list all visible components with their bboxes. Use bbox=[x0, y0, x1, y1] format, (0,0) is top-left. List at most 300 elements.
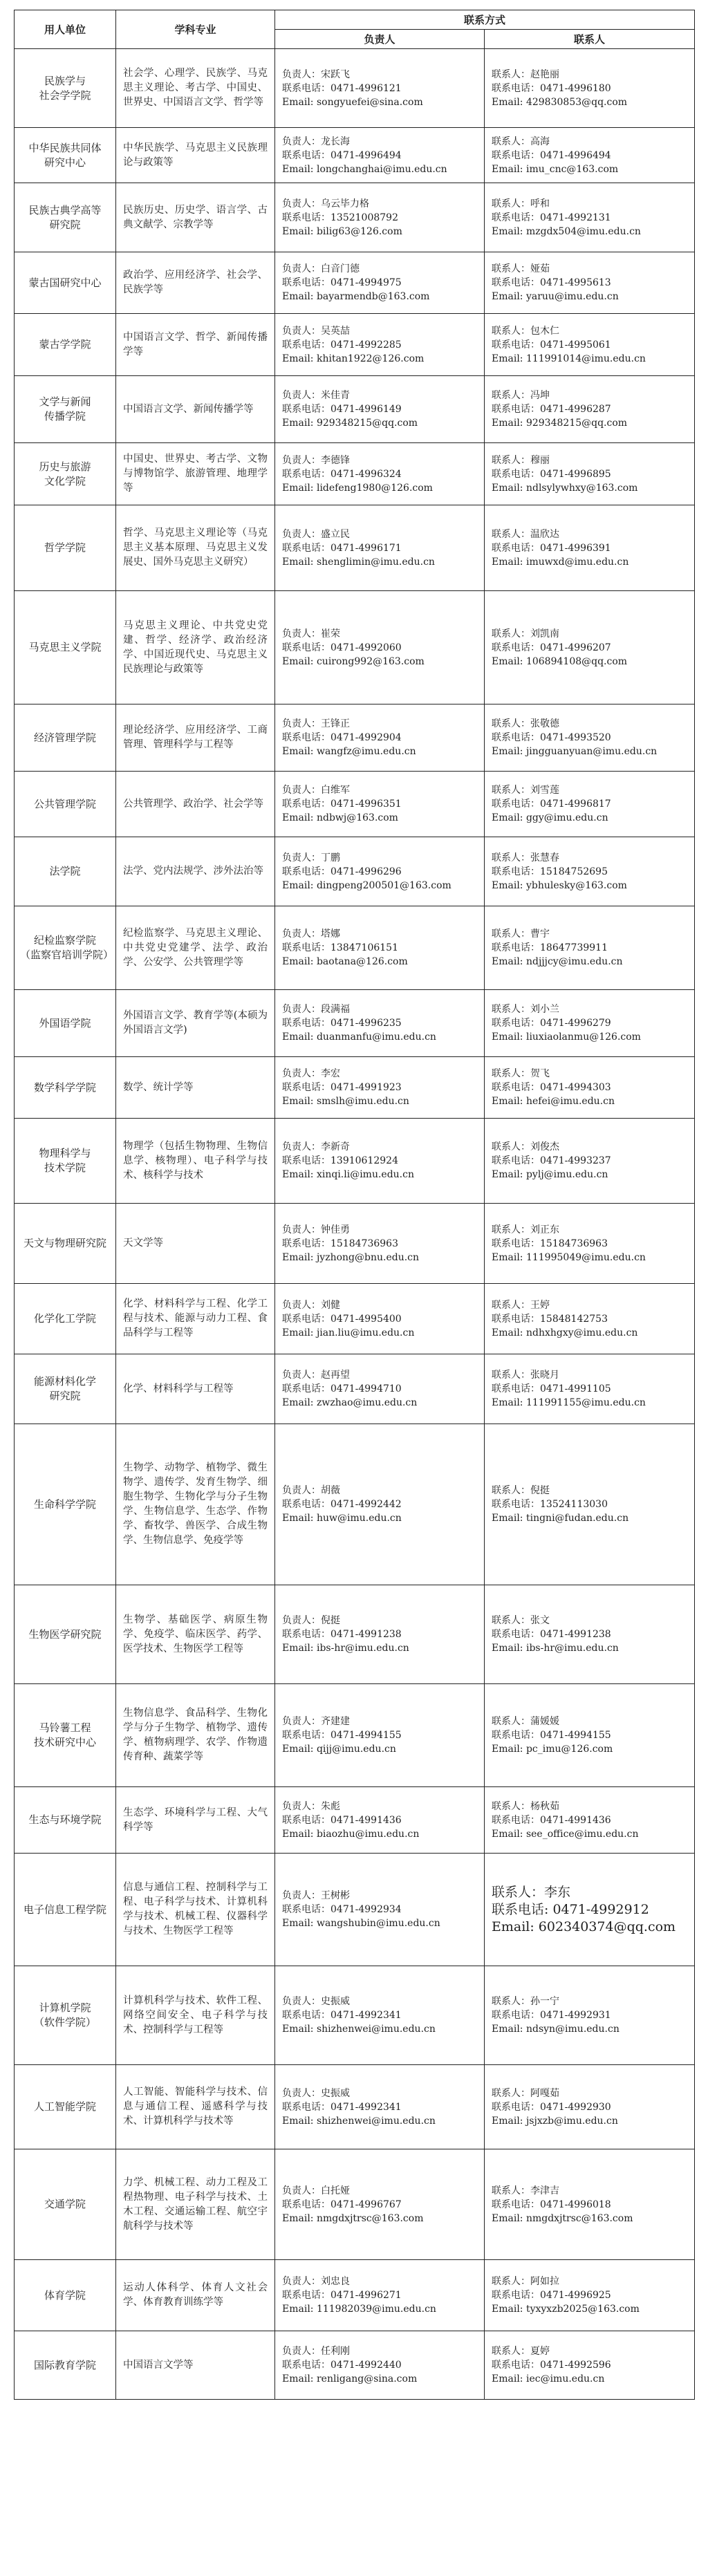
unit-cell bbox=[15, 1284, 116, 1354]
unit-name-line: 外国语学院 bbox=[39, 1016, 91, 1029]
liaison-email-address: Email: 111991014@imu.edu.cn bbox=[492, 353, 646, 364]
liaison-email-address: Email: ndhxhgxy@imu.edu.cn bbox=[492, 1327, 638, 1338]
liaison-phone-number: 联系电话：0471-4992930 bbox=[492, 2101, 611, 2113]
head-email-address: Email: khitan1922@126.com bbox=[282, 353, 425, 364]
head-person-name: 负责人：朱彪 bbox=[282, 1800, 340, 1812]
unit-cell bbox=[15, 2065, 116, 2149]
liaison-phone-number: 联系电话：0471-4996018 bbox=[492, 2199, 611, 2210]
unit-name-line: 生物医学研究院 bbox=[28, 1627, 102, 1641]
liaison-phone-number: 联系电话：0471-4996817 bbox=[492, 799, 611, 810]
table-row bbox=[15, 2260, 695, 2331]
head-person-name: 负责人：史振威 bbox=[282, 2087, 350, 2099]
head-contact-cell bbox=[275, 1204, 485, 1284]
head-email-address: Email: shizhenwei@imu.edu.cn bbox=[282, 2115, 436, 2127]
subject-cell: 法学、党内法规学、涉外法治等 bbox=[116, 837, 275, 906]
unit-name-line: 数学科学学院 bbox=[33, 1081, 96, 1094]
head-contact-cell bbox=[275, 1119, 485, 1204]
liaison-phone-number: 联系电话：0471-4996180 bbox=[492, 82, 611, 94]
unit-cell bbox=[15, 1684, 116, 1787]
head-person-name: 负责人：倪挺 bbox=[282, 1615, 340, 1626]
liaison-person-name: 联系人：张文 bbox=[492, 1615, 550, 1626]
head-person-name: 负责人：白维军 bbox=[282, 785, 350, 796]
liaison-person-name: 联系人：贺飞 bbox=[492, 1068, 550, 1079]
head-phone-number: 联系电话：0471-4994710 bbox=[282, 1383, 402, 1394]
liaison-contact-cell bbox=[485, 314, 695, 376]
head-email-address: Email: xinqi.li@imu.edu.cn bbox=[282, 1169, 414, 1180]
head-phone-number: 联系电话：0471-4992060 bbox=[282, 642, 402, 653]
unit-name-line: 人工智能学院 bbox=[33, 2100, 96, 2113]
unit-cell bbox=[15, 314, 116, 376]
table-row bbox=[15, 128, 695, 183]
liaison-phone-number: 联系电话：0471-4994303 bbox=[492, 1082, 611, 1093]
table-row bbox=[15, 314, 695, 376]
head-contact-cell bbox=[275, 505, 485, 591]
subject-cell: 生物信息学、食品科学、生物化学与分子生物学、植物学、遗传学、植物病理学、农学、作物遗传育种、蔬菜学等 bbox=[116, 1684, 275, 1787]
head-phone-number: 联系电话：0471-4991238 bbox=[282, 1629, 402, 1640]
head-person-name: 负责人：吴英喆 bbox=[282, 325, 350, 337]
liaison-phone-number: 联系电话：15848142753 bbox=[492, 1313, 608, 1325]
subject-cell: 外国语言文学、教育学等(本硕为外国语言文学) bbox=[116, 990, 275, 1057]
head-phone-number: 联系电话：13910612924 bbox=[282, 1155, 398, 1166]
liaison-phone-number: 联系电话：18647739911 bbox=[492, 942, 608, 953]
liaison-contact-cell bbox=[485, 990, 695, 1057]
unit-cell bbox=[15, 591, 116, 704]
unit-name-line: （监察官培训学院） bbox=[20, 949, 114, 961]
liaison-contact-cell bbox=[485, 1424, 695, 1585]
liaison-contact-cell bbox=[485, 1204, 695, 1284]
liaison-person-name: 联系人：刘凯南 bbox=[492, 628, 559, 640]
head-email-address: Email: nmgdxjtrsc@163.com bbox=[282, 2212, 424, 2224]
liaison-person-name: 联系人：张慧春 bbox=[492, 852, 559, 864]
unit-cell bbox=[15, 443, 116, 505]
liaison-person-name: 联系人：李东 bbox=[492, 1884, 571, 1900]
liaison-person-name: 联系人：阿嘎茹 bbox=[492, 2087, 559, 2099]
liaison-email-address: Email: tingni@fudan.edu.cn bbox=[492, 1513, 629, 1524]
unit-cell bbox=[15, 49, 116, 128]
liaison-contact-cell bbox=[485, 183, 695, 252]
head-contact-cell bbox=[275, 990, 485, 1057]
unit-cell bbox=[15, 2260, 116, 2331]
liaison-phone-number: 联系电话：0471-4996391 bbox=[492, 542, 611, 554]
table-row bbox=[15, 1854, 695, 1966]
unit-name-line: 生态与环境学院 bbox=[28, 1813, 102, 1826]
unit-cell bbox=[15, 1119, 116, 1204]
liaison-email-address: Email: tyxyxzb2025@163.com bbox=[492, 2304, 640, 2315]
liaison-email-address: Email: see_office@imu.edu.cn bbox=[492, 1828, 639, 1840]
unit-cell bbox=[15, 704, 116, 772]
head-email-address: Email: biaozhu@imu.edu.cn bbox=[282, 1828, 420, 1840]
table-row bbox=[15, 1057, 695, 1119]
unit-name-line: 文学与新闻 bbox=[39, 395, 91, 408]
table-row bbox=[15, 1284, 695, 1354]
liaison-phone-number: 联系电话：0471-4996895 bbox=[492, 468, 611, 480]
head-contact-cell bbox=[275, 1854, 485, 1966]
head-person-name: 负责人：米佳青 bbox=[282, 390, 350, 401]
head-person-name: 负责人：刘健 bbox=[282, 1299, 340, 1311]
subject-cell: 马克思主义理论、中共党史党建、哲学、经济学、政治经济学、中国近现代史、马克思主义民族理论与政策等 bbox=[116, 591, 275, 704]
subject-cell: 计算机科学与技术、软件工程、网络空间安全、电子科学与技术、控制科学与工程等 bbox=[116, 1966, 275, 2065]
liaison-phone-number: 联系电话：0471-4996279 bbox=[492, 1018, 611, 1029]
liaison-email-address: Email: iec@imu.edu.cn bbox=[492, 2373, 605, 2384]
liaison-person-name: 联系人：刘正东 bbox=[492, 1224, 559, 1235]
liaison-email-address: Email: imu_cnc@163.com bbox=[492, 163, 619, 175]
head-phone-number: 联系电话：13521008792 bbox=[282, 212, 398, 223]
liaison-contact-cell bbox=[485, 376, 695, 443]
liaison-email-address: Email: jsjxzb@imu.edu.cn bbox=[492, 2115, 618, 2127]
liaison-person-name: 联系人：呼和 bbox=[492, 198, 550, 209]
unit-name-line: 天文与物理研究院 bbox=[23, 1237, 106, 1249]
liaison-person-name: 联系人：李津吉 bbox=[492, 2185, 559, 2196]
unit-cell bbox=[15, 1354, 116, 1424]
head-contact-cell bbox=[275, 1284, 485, 1354]
head-person-name: 负责人：李宏 bbox=[282, 1068, 340, 1079]
head-contact-cell bbox=[275, 128, 485, 183]
table-row bbox=[15, 837, 695, 906]
head-contact-cell bbox=[275, 183, 485, 252]
head-contact-cell bbox=[275, 252, 485, 314]
head-phone-number: 联系电话：0471-4996767 bbox=[282, 2199, 402, 2210]
unit-name-line: 体育学院 bbox=[44, 2288, 86, 2302]
head-contact-cell bbox=[275, 2149, 485, 2260]
liaison-person-name: 联系人：孙一宁 bbox=[492, 1996, 559, 2007]
unit-cell bbox=[15, 252, 116, 314]
head-phone-number: 联系电话：0471-4996324 bbox=[282, 468, 402, 480]
unit-name-line: 民族古典学高等 bbox=[28, 203, 102, 216]
head-phone-number: 联系电话：0471-4996271 bbox=[282, 2290, 402, 2301]
head-phone-number: 联系电话：0471-4995400 bbox=[282, 1313, 402, 1325]
head-person-name: 负责人：李新奇 bbox=[282, 1141, 350, 1152]
unit-cell bbox=[15, 1854, 116, 1966]
liaison-contact-cell bbox=[485, 49, 695, 128]
liaison-phone-number: 联系电话：0471-4993237 bbox=[492, 1155, 611, 1166]
liaison-phone-number: 联系电话：0471-4991238 bbox=[492, 1629, 611, 1640]
unit-name-line: （软件学院） bbox=[33, 2016, 96, 2028]
table-row bbox=[15, 990, 695, 1057]
head-contact-cell bbox=[275, 704, 485, 772]
head-contact-cell bbox=[275, 1966, 485, 2065]
unit-name-line: 蒙古学学院 bbox=[39, 338, 91, 351]
subject-cell: 化学、材料科学与工程等 bbox=[116, 1354, 275, 1424]
head-email-address: Email: wangfz@imu.edu.cn bbox=[282, 746, 416, 757]
liaison-contact-cell bbox=[485, 837, 695, 906]
liaison-contact-cell bbox=[485, 1354, 695, 1424]
liaison-contact-cell bbox=[485, 906, 695, 990]
head-person-name: 负责人：丁鹏 bbox=[282, 852, 340, 864]
liaison-phone-number: 联系电话：0471-4992131 bbox=[492, 212, 611, 223]
head-contact-cell bbox=[275, 906, 485, 990]
liaison-phone-number: 联系电话：0471-4995061 bbox=[492, 339, 611, 351]
table-row bbox=[15, 1119, 695, 1204]
subject-cell: 力学、机械工程、动力工程及工程热物理、电子科学与技术、土木工程、交通运输工程、航空宇航科学与技术等 bbox=[116, 2149, 275, 2260]
head-phone-number: 联系电话：0471-4992440 bbox=[282, 2360, 402, 2371]
liaison-email-address: Email: pylj@imu.edu.cn bbox=[492, 1169, 608, 1180]
subject-cell: 中国史、世界史、考古学、文物与博物馆学、旅游管理、地理学等 bbox=[116, 443, 275, 505]
liaison-person-name: 联系人：娅茹 bbox=[492, 263, 550, 274]
head-email-address: Email: jian.liu@imu.edu.cn bbox=[282, 1327, 415, 1338]
table-row bbox=[15, 49, 695, 128]
subject-cell: 生态学、环境科学与工程、大气科学等 bbox=[116, 1787, 275, 1854]
head-phone-number: 联系电话：0471-4996171 bbox=[282, 542, 402, 554]
head-email-address: Email: renligang@sina.com bbox=[282, 2373, 418, 2384]
liaison-contact-cell bbox=[485, 505, 695, 591]
unit-name-line: 社会学学院 bbox=[39, 88, 91, 102]
liaison-phone-number: 联系电话：0471-4992596 bbox=[492, 2360, 611, 2371]
liaison-person-name: 联系人：冯坤 bbox=[492, 390, 550, 401]
unit-cell bbox=[15, 772, 116, 837]
subject-cell: 生物学、动物学、植物学、微生物学、遗传学、发育生物学、细胞生物学、生物化学与分子生物学、生物信息学、生态学、作物学、畜牧学、兽医学、合成生物学、生物信息学、免疫学等 bbox=[116, 1424, 275, 1585]
unit-name-line: 传播学院 bbox=[44, 410, 86, 422]
unit-name-line: 哲学学院 bbox=[44, 541, 86, 554]
table-row bbox=[15, 704, 695, 772]
subject-cell: 人工智能、智能科学与技术、信息与通信工程、遥感科学与技术、计算机科学与技术等 bbox=[116, 2065, 275, 2149]
unit-cell bbox=[15, 2331, 116, 2400]
table-row bbox=[15, 252, 695, 314]
header-contact: 联系方式 bbox=[275, 10, 695, 30]
contact-table bbox=[14, 10, 695, 2400]
head-contact-cell bbox=[275, 837, 485, 906]
liaison-phone-number: 联系电话：0471-4993520 bbox=[492, 732, 611, 743]
head-person-name: 负责人：刘忠良 bbox=[282, 2276, 350, 2287]
liaison-phone-number: 联系电话：0471-4991105 bbox=[492, 1383, 611, 1394]
subject-cell: 生物学、基础医学、病原生物学、免疫学、临床医学、药学、医学技术、生物医学工程等 bbox=[116, 1585, 275, 1684]
liaison-email-address: Email: jingguanyuan@imu.edu.cn bbox=[492, 746, 658, 757]
subject-cell: 中国语言文学、哲学、新闻传播学等 bbox=[116, 314, 275, 376]
head-contact-cell bbox=[275, 49, 485, 128]
liaison-contact-cell bbox=[485, 2065, 695, 2149]
head-person-name: 负责人：崔荣 bbox=[282, 628, 340, 640]
unit-cell bbox=[15, 1424, 116, 1585]
head-phone-number: 联系电话：15184736963 bbox=[282, 1238, 398, 1249]
head-phone-number: 联系电话：0471-4996351 bbox=[282, 799, 402, 810]
liaison-contact-cell bbox=[485, 1585, 695, 1684]
header-liaison: 联系人 bbox=[485, 30, 695, 49]
liaison-contact-cell bbox=[485, 1284, 695, 1354]
unit-cell bbox=[15, 1585, 116, 1684]
head-email-address: Email: bilig63@126.com bbox=[282, 225, 402, 237]
head-phone-number: 联系电话：0471-4992904 bbox=[282, 732, 402, 743]
table-row bbox=[15, 1684, 695, 1787]
head-email-address: Email: huw@imu.edu.cn bbox=[282, 1513, 402, 1524]
head-person-name: 负责人：宋跃飞 bbox=[282, 68, 350, 80]
liaison-phone-number: 联系电话：15184752695 bbox=[492, 866, 608, 877]
unit-name-line: 文化学院 bbox=[44, 474, 86, 487]
liaison-person-name: 联系人：高海 bbox=[492, 136, 550, 147]
liaison-email-address: Email: ndsyn@imu.edu.cn bbox=[492, 2024, 620, 2035]
head-email-address: Email: baotana@126.com bbox=[282, 956, 408, 967]
head-email-address: Email: ibs-hr@imu.edu.cn bbox=[282, 1643, 409, 1654]
liaison-person-name: 联系人：刘俊杰 bbox=[492, 1141, 559, 1152]
head-person-name: 负责人：钟佳勇 bbox=[282, 1224, 350, 1235]
liaison-email-address: Email: ndjjjcy@imu.edu.cn bbox=[492, 956, 623, 967]
subject-cell: 理论经济学、应用经济学、工商管理、管理科学与工程等 bbox=[116, 704, 275, 772]
unit-name-line: 计算机学院 bbox=[39, 2001, 91, 2014]
head-person-name: 负责人：塔娜 bbox=[282, 928, 340, 940]
unit-name-line: 技术研究中心 bbox=[33, 1736, 96, 1748]
head-person-name: 负责人：赵再望 bbox=[282, 1370, 350, 1381]
subject-cell: 物理学（包括生物物理、生物信息学、核物理）、电子科学与技术、核科学与技术 bbox=[116, 1119, 275, 1204]
table-row bbox=[15, 2331, 695, 2400]
liaison-phone-number: 联系电话：0471-4996207 bbox=[492, 642, 611, 653]
unit-cell bbox=[15, 1787, 116, 1854]
liaison-person-name: 联系人：杨秋茹 bbox=[492, 1800, 559, 1812]
unit-name-line: 经济管理学院 bbox=[33, 731, 96, 744]
subject-cell: 纪检监察学、马克思主义理论、中共党史党建学、法学、政治学、公安学、公共管理学等 bbox=[116, 906, 275, 990]
head-email-address: Email: longchanghai@imu.edu.cn bbox=[282, 163, 447, 175]
liaison-phone-number: 联系电话：0471-4996925 bbox=[492, 2290, 611, 2301]
table-row bbox=[15, 505, 695, 591]
head-email-address: Email: 929348215@qq.com bbox=[282, 418, 418, 429]
recruitment-contact-table-page bbox=[14, 10, 694, 2400]
table-row bbox=[15, 1585, 695, 1684]
liaison-contact-cell bbox=[485, 1684, 695, 1787]
unit-name-line: 技术学院 bbox=[44, 1161, 86, 1174]
head-email-address: Email: smslh@imu.edu.cn bbox=[282, 1096, 409, 1107]
unit-cell bbox=[15, 837, 116, 906]
head-phone-number: 联系电话：0471-4992442 bbox=[282, 1499, 402, 1510]
liaison-email-address: Email: mzgdx504@imu.edu.cn bbox=[492, 225, 641, 237]
liaison-phone-number: 联系电话：13524113030 bbox=[492, 1499, 608, 1510]
liaison-person-name: 联系人：赵艳丽 bbox=[492, 68, 559, 80]
liaison-contact-cell bbox=[485, 2260, 695, 2331]
subject-cell: 运动人体科学、体育人文社会学、体育教育训练学等 bbox=[116, 2260, 275, 2331]
liaison-contact-cell bbox=[485, 772, 695, 837]
head-contact-cell bbox=[275, 772, 485, 837]
liaison-email-address: Email: 106894108@qq.com bbox=[492, 655, 628, 667]
head-phone-number: 联系电话：0471-4992285 bbox=[282, 339, 402, 351]
subject-cell: 民族历史、历史学、语言学、古典文献学、宗教学等 bbox=[116, 183, 275, 252]
head-phone-number: 联系电话：0471-4992934 bbox=[282, 1904, 402, 1915]
liaison-phone-number: 联系电话：0471-4996494 bbox=[492, 149, 611, 161]
head-phone-number: 联系电话：0471-4991436 bbox=[282, 1814, 402, 1826]
liaison-email-address: Email: ndlsylywhxy@163.com bbox=[492, 482, 638, 494]
head-email-address: Email: bayarmendb@163.com bbox=[282, 291, 430, 302]
liaison-person-name: 联系人：曹宇 bbox=[492, 928, 550, 940]
liaison-phone-number: 联系电话：0471-4996287 bbox=[492, 404, 611, 415]
head-email-address: Email: lidefeng1980@126.com bbox=[282, 482, 433, 494]
liaison-email-address: Email: yaruu@imu.edu.cn bbox=[492, 291, 619, 302]
liaison-email-address: Email: ibs-hr@imu.edu.cn bbox=[492, 1643, 619, 1654]
head-contact-cell bbox=[275, 1787, 485, 1854]
head-email-address: Email: wangshubin@imu.edu.cn bbox=[282, 1918, 440, 1929]
head-phone-number: 联系电话：0471-4994975 bbox=[282, 277, 402, 288]
liaison-email-address: Email: pc_imu@126.com bbox=[492, 1744, 613, 1755]
head-person-name: 负责人：史振威 bbox=[282, 1996, 350, 2007]
liaison-person-name: 联系人：夏婷 bbox=[492, 2346, 550, 2357]
unit-name-line: 历史与旅游 bbox=[39, 460, 91, 473]
liaison-person-name: 联系人：张敬德 bbox=[492, 718, 559, 729]
head-phone-number: 联系电话：0471-4996296 bbox=[282, 866, 402, 877]
head-contact-cell bbox=[275, 314, 485, 376]
liaison-email-address: Email: nmgdxjtrsc@163.com bbox=[492, 2212, 633, 2224]
liaison-person-name: 联系人：穆丽 bbox=[492, 454, 550, 466]
liaison-person-name: 联系人：倪挺 bbox=[492, 1485, 550, 1496]
liaison-person-name: 联系人：刘小兰 bbox=[492, 1004, 559, 1015]
head-person-name: 负责人：乌云毕力格 bbox=[282, 198, 369, 209]
liaison-contact-cell bbox=[485, 443, 695, 505]
subject-cell: 数学、统计学等 bbox=[116, 1057, 275, 1119]
table-row bbox=[15, 443, 695, 505]
unit-cell bbox=[15, 990, 116, 1057]
head-person-name: 负责人：任利刚 bbox=[282, 2346, 350, 2357]
head-contact-cell bbox=[275, 1585, 485, 1684]
subject-cell: 天文学等 bbox=[116, 1204, 275, 1284]
unit-cell bbox=[15, 1057, 116, 1119]
head-email-address: Email: cuirong992@163.com bbox=[282, 655, 425, 667]
unit-name-line: 中华民族共同体 bbox=[28, 141, 102, 154]
head-email-address: Email: zwzhao@imu.edu.cn bbox=[282, 1397, 418, 1408]
unit-name-line: 马克思主义学院 bbox=[28, 641, 102, 653]
subject-cell: 化学、材料科学与工程、化学工程与技术、能源与动力工程、食品科学与工程等 bbox=[116, 1284, 275, 1354]
head-email-address: Email: ndbwj@163.com bbox=[282, 812, 398, 823]
unit-name-line: 研究院 bbox=[49, 1390, 81, 1402]
table-row bbox=[15, 183, 695, 252]
head-contact-cell bbox=[275, 1354, 485, 1424]
liaison-phone-number: 联系电话: 0471-4992912 bbox=[492, 1901, 649, 1917]
liaison-contact-cell bbox=[485, 1057, 695, 1119]
unit-name-line: 蒙古国研究中心 bbox=[28, 276, 102, 289]
subject-cell: 中华民族学、马克思主义民族理论与政策等 bbox=[116, 128, 275, 183]
liaison-email-address: Email: ggy@imu.edu.cn bbox=[492, 812, 608, 823]
head-phone-number: 联系电话：0471-4991923 bbox=[282, 1082, 402, 1093]
liaison-phone-number: 联系电话：15184736963 bbox=[492, 1238, 608, 1249]
unit-name-line: 研究中心 bbox=[44, 156, 86, 169]
unit-cell bbox=[15, 183, 116, 252]
table-row bbox=[15, 591, 695, 704]
unit-cell bbox=[15, 906, 116, 990]
head-person-name: 负责人：白音门德 bbox=[282, 263, 360, 274]
subject-cell: 政治学、应用经济学、社会学、民族学等 bbox=[116, 252, 275, 314]
head-email-address: Email: shizhenwei@imu.edu.cn bbox=[282, 2024, 436, 2035]
unit-cell bbox=[15, 1204, 116, 1284]
header-unit: 用人单位 bbox=[15, 10, 116, 49]
subject-cell: 中国语言文学、新闻传播学等 bbox=[116, 376, 275, 443]
unit-cell bbox=[15, 2149, 116, 2260]
liaison-email-address: Email: 929348215@qq.com bbox=[492, 418, 628, 429]
unit-cell bbox=[15, 505, 116, 591]
table-body bbox=[15, 49, 695, 2400]
head-person-name: 负责人：齐建建 bbox=[282, 1716, 350, 1727]
liaison-email-address: Email: imuwxd@imu.edu.cn bbox=[492, 556, 629, 568]
liaison-person-name: 联系人：温欣达 bbox=[492, 528, 559, 540]
head-email-address: Email: qijj@imu.edu.cn bbox=[282, 1744, 396, 1755]
head-phone-number: 联系电话：0471-4992341 bbox=[282, 2010, 402, 2021]
liaison-person-name: 联系人：包木仁 bbox=[492, 325, 559, 337]
unit-cell bbox=[15, 376, 116, 443]
unit-cell bbox=[15, 128, 116, 183]
liaison-email-address: Email: ybhulesky@163.com bbox=[492, 879, 627, 891]
liaison-email-address: Email: 429830853@qq.com bbox=[492, 96, 628, 108]
subject-cell: 哲学、马克思主义理论等（马克思主义基本原理、马克思主义发展史、国外马克思主义研究） bbox=[116, 505, 275, 591]
table-row bbox=[15, 1966, 695, 2065]
unit-name-line: 物理科学与 bbox=[39, 1147, 91, 1159]
head-phone-number: 联系电话：13847106151 bbox=[282, 942, 398, 953]
head-contact-cell bbox=[275, 2065, 485, 2149]
head-phone-number: 联系电话：0471-4996121 bbox=[282, 82, 402, 94]
unit-name-line: 民族学与 bbox=[44, 74, 86, 87]
subject-cell: 社会学、心理学、民族学、马克思主义理论、考古学、中国史、世界史、中国语言文学、哲学等 bbox=[116, 49, 275, 128]
table-row bbox=[15, 772, 695, 837]
table-row bbox=[15, 2149, 695, 2260]
unit-name-line: 交通学院 bbox=[44, 2198, 86, 2210]
unit-name-line: 能源材料化学 bbox=[33, 1375, 96, 1388]
liaison-contact-cell bbox=[485, 591, 695, 704]
head-contact-cell bbox=[275, 376, 485, 443]
unit-name-line: 化学化工学院 bbox=[33, 1312, 96, 1325]
head-email-address: Email: songyuefei@sina.com bbox=[282, 96, 423, 108]
unit-name-line: 生命科学学院 bbox=[33, 1497, 96, 1511]
liaison-contact-cell bbox=[485, 704, 695, 772]
head-phone-number: 联系电话：0471-4996149 bbox=[282, 404, 402, 415]
